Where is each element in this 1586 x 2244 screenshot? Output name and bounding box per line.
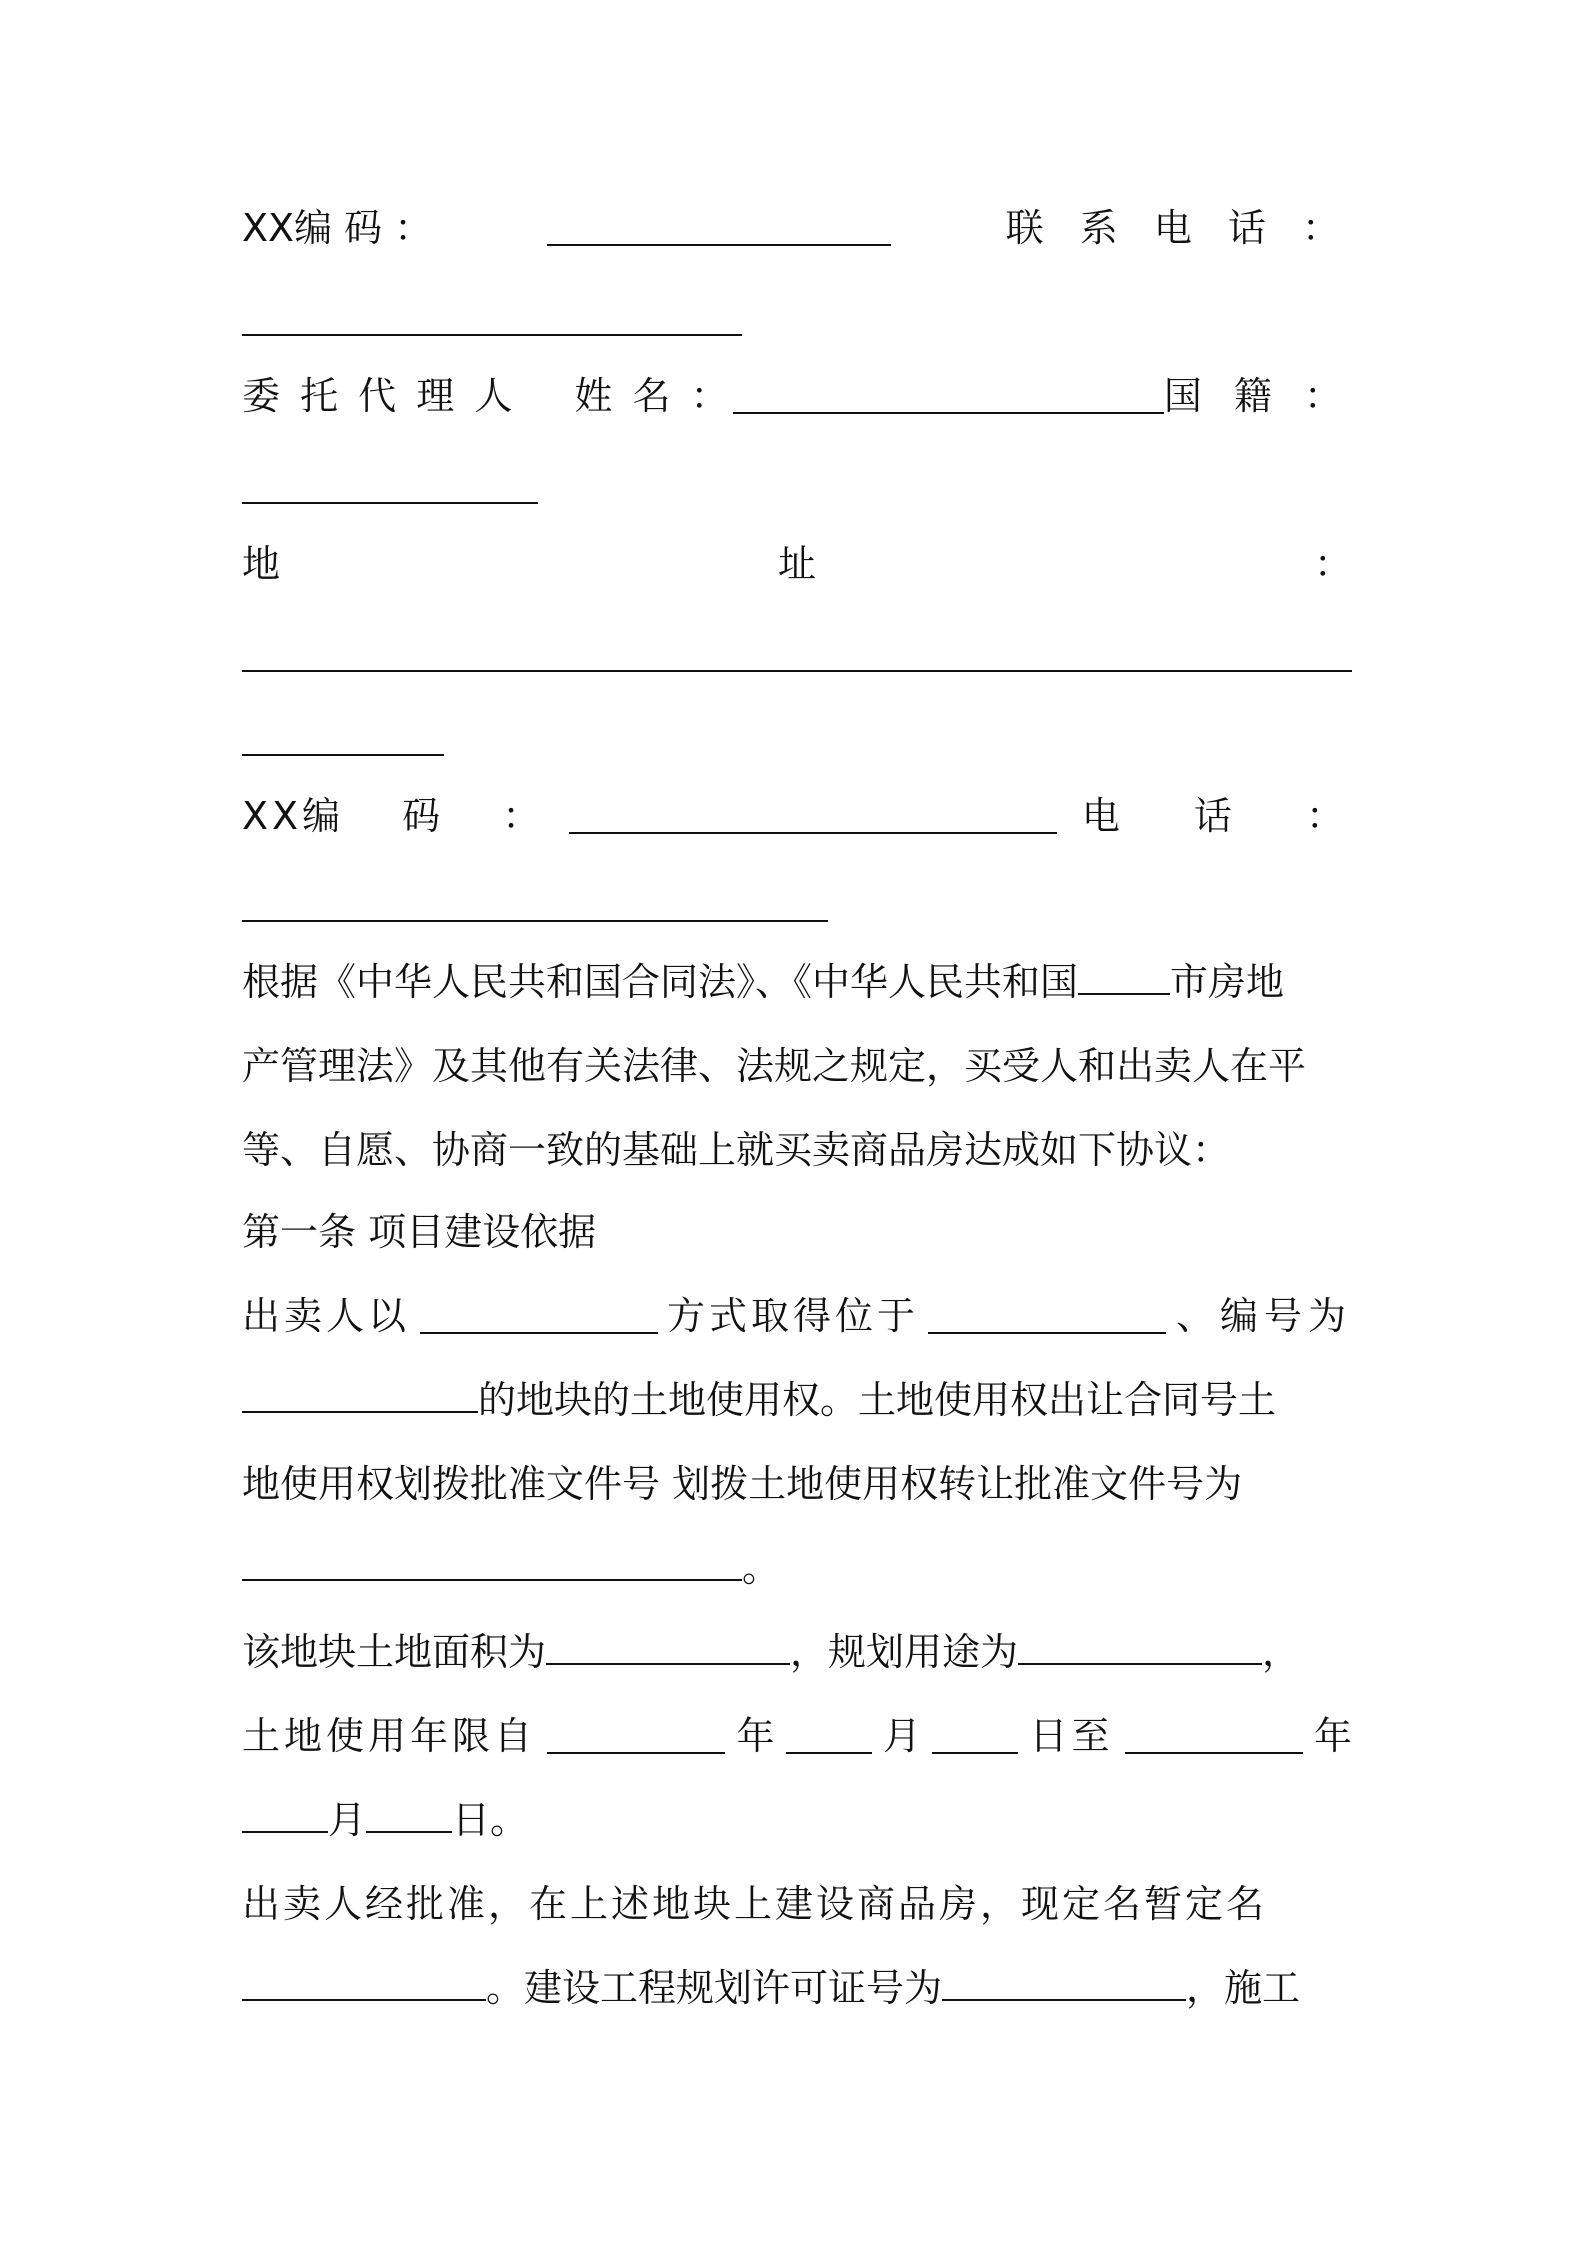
para-line-2-text: 产管理法》及其他有关法律、法规之规定，买受人和出卖人在平 (242, 1044, 1307, 1088)
phone-label: 电 话 ： (1081, 794, 1352, 838)
para-line-3-text: 等、自愿、协商一致的基础上就买卖商品房达成如下协议： (242, 1128, 1231, 1172)
permit-line (242, 1958, 1352, 2018)
s2-a: 。建设工程规划许可证号为 (486, 1966, 943, 2010)
end-year-blank (1125, 1718, 1303, 1754)
code-blank (547, 210, 891, 246)
q1-b: 方式取得位于 (666, 1294, 919, 1338)
article-1-title-text: 第一条 项目建设依据 (242, 1210, 597, 1254)
q1-a: 出卖人以 (242, 1294, 411, 1338)
q3-text: 地使用权划拨批准文件号 划拨土地使用权转让批准文件号为 (242, 1462, 1243, 1506)
q1-c: 、编号为 (1175, 1294, 1352, 1338)
r1-c: ， (1262, 1630, 1301, 1674)
para-line-3 (242, 1120, 1352, 1180)
address-label-b: 址 (777, 542, 816, 586)
code-label-2: XX编 码 ： (242, 794, 545, 838)
code-phone-line (242, 198, 1352, 258)
code-phone-line-2 (242, 786, 1352, 846)
usage-blank (1018, 1629, 1262, 1665)
phone-blank (242, 918, 828, 922)
address-blank-2 (242, 752, 444, 756)
r3-a: 月 (328, 1798, 367, 1842)
s2-b: ，施工 (1186, 1966, 1301, 2010)
r2-c: 月 (882, 1714, 921, 1758)
r1-a: 该地块土地面积为 (242, 1630, 547, 1674)
agent-name-blank (733, 378, 1164, 414)
approval-number-blank (242, 1545, 742, 1581)
nationality-blank (242, 500, 538, 504)
end-day-blank (366, 1797, 452, 1833)
agent-name-line (242, 366, 1352, 426)
agent-name-label: 委 托 代 理 人 姓 名 ： (242, 374, 733, 418)
code-blank-2 (569, 798, 1057, 834)
q2-text: 的地块的土地使用权。土地使用权出让合同号土 (478, 1378, 1277, 1422)
term-line (242, 1706, 1352, 1766)
code-label: XX编 码 ： (242, 206, 433, 250)
article-1-line-1 (242, 1286, 1352, 1346)
start-month-blank (786, 1718, 872, 1754)
start-year-blank (547, 1718, 725, 1754)
r1-b: ，规划用途为 (790, 1630, 1019, 1674)
para-line-1 (242, 952, 1352, 1012)
address-blank-1 (242, 668, 1352, 672)
r2-d: 日至 (1029, 1714, 1114, 1758)
acquire-method-blank (420, 1298, 658, 1334)
term-line-2 (242, 1790, 1352, 1850)
s1-text: 出卖人经批准，在上述地块上建设商品房，现定名暂定名 (242, 1882, 1268, 1926)
r2-a: 土地使用年限自 (242, 1714, 537, 1758)
contact-phone-blank (242, 332, 742, 336)
area-line (242, 1622, 1352, 1682)
address-colon: ： (1313, 542, 1352, 586)
r3-b: 日。 (452, 1798, 529, 1842)
contact-phone-label: 联 系 电 话 ： (1005, 206, 1352, 250)
area-blank (546, 1629, 790, 1665)
para-line-2 (242, 1036, 1352, 1096)
q4-end: 。 (742, 1546, 781, 1590)
permit-number-blank (942, 1965, 1186, 2001)
project-name-blank (242, 1965, 486, 2001)
article-1-title (242, 1202, 1352, 1262)
r2-b: 年 (736, 1714, 775, 1758)
location-blank (928, 1298, 1166, 1334)
project-name-line (242, 1874, 1352, 1934)
article-1-line-3 (242, 1454, 1352, 1514)
nationality-label: 国 籍 ： (1163, 374, 1352, 418)
article-1-line-2 (242, 1370, 1352, 1430)
r2-e: 年 (1313, 1714, 1352, 1758)
parcel-number-blank (242, 1377, 478, 1413)
end-month-blank (242, 1797, 328, 1833)
city-blank (1078, 959, 1170, 995)
article-1-line-4 (242, 1538, 1352, 1598)
para-line-1-end: 市房地 (1170, 960, 1285, 1004)
start-day-blank (932, 1718, 1018, 1754)
address-line (242, 534, 1352, 594)
para-line-1-text: 根据《中华人民共和国合同法》、《中华人民共和国 (242, 960, 1079, 1004)
address-label-a: 地 (242, 542, 281, 586)
